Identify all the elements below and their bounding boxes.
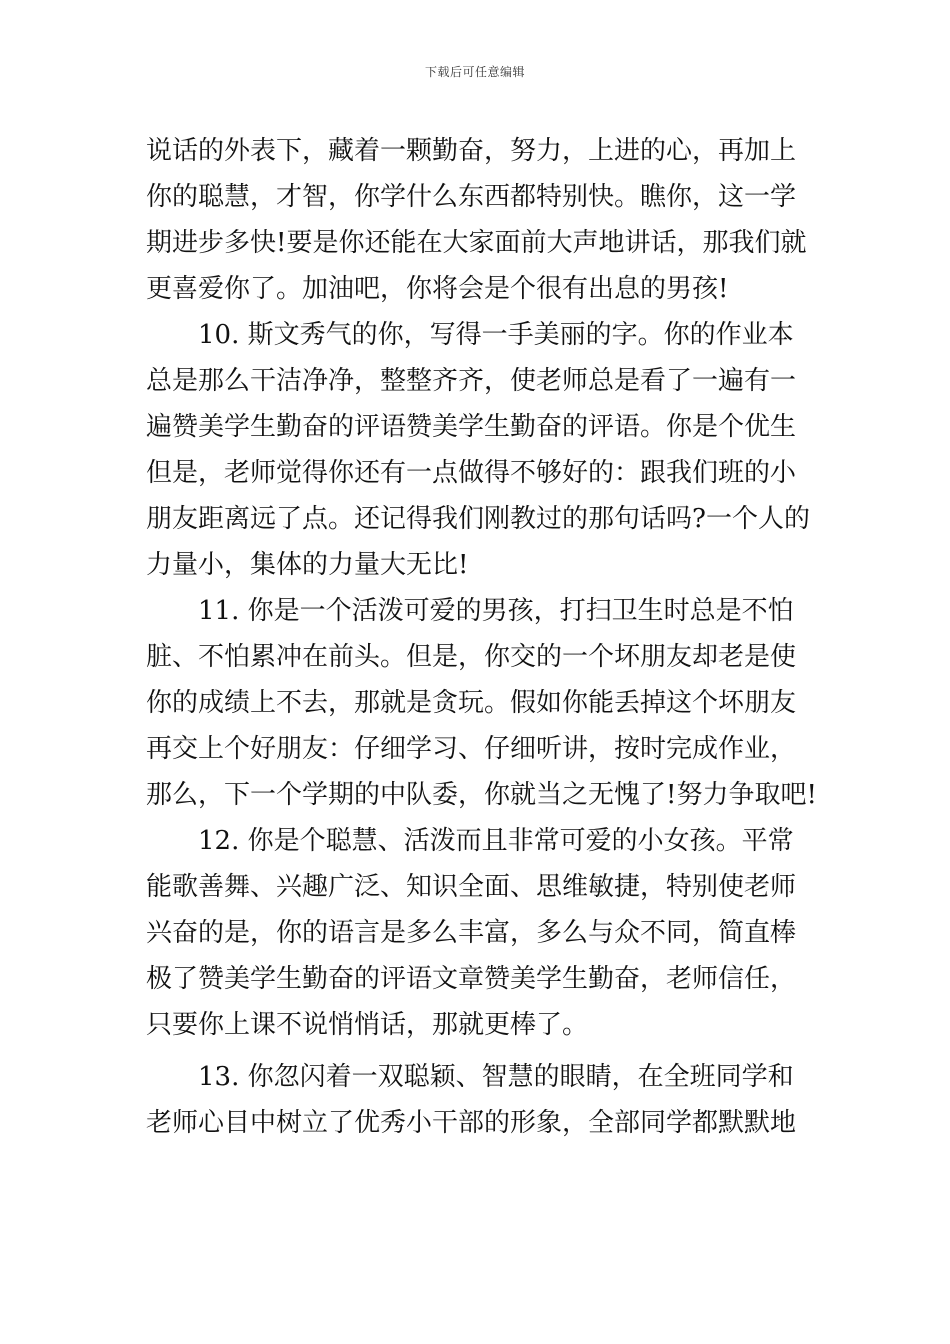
text-line: 朋友距离远了点。还记得我们刚教过的那句话吗?一个人的: [146, 504, 810, 534]
paragraph-10: [146, 312, 810, 588]
text-line: 只要你上课不说悄悄话，那就更棒了。: [146, 1010, 589, 1040]
text-line: 力量小，集体的力量大无比!: [146, 550, 469, 580]
paragraph: [146, 128, 810, 312]
text-line: 老师心目中树立了优秀小干部的形象，全部同学都默默地: [146, 1108, 797, 1138]
text-line: 更喜爱你了。加油吧，你将会是个很有出息的男孩!: [146, 274, 729, 304]
text-line: 说话的外表下，藏着一颗勤奋，努力，上进的心，再加上: [146, 136, 797, 166]
paragraph-11: [146, 588, 817, 818]
text-line: 期进步多快!要是你还能在大家面前大声地讲话，那我们就: [146, 228, 807, 258]
text-line: 遍赞美学生勤奋的评语赞美学生勤奋的评语。你是个优生: [146, 412, 797, 442]
text-line: 那么，下一个学期的中队委，你就当之无愧了!努力争取吧!: [146, 780, 817, 810]
text-line: 13. 你忽闪着一双聪颖、智慧的眼睛，在全班同学和: [198, 1062, 794, 1092]
text-line: 你的聪慧，才智，你学什么东西都特别快。瞧你，这一学: [146, 182, 797, 212]
text-line: 你的成绩上不去，那就是贪玩。假如你能丢掉这个坏朋友: [146, 688, 797, 718]
document-body: [146, 128, 817, 1146]
page-header: 下载后可任意编辑: [424, 65, 525, 79]
text-line: 能歌善舞、兴趣广泛、知识全面、思维敏捷，特别使老师: [146, 872, 797, 902]
text-line: 极了赞美学生勤奋的评语文章赞美学生勤奋，老师信任，: [146, 964, 797, 994]
paragraph-13: [146, 1054, 810, 1146]
text-line: 再交上个好朋友：仔细学习、仔细听讲，按时完成作业，: [146, 734, 797, 764]
text-line: 10. 斯文秀气的你，写得一手美丽的字。你的作业本: [198, 320, 794, 350]
text-line: 11. 你是一个活泼可爱的男孩，打扫卫生时总是不怕: [198, 596, 794, 626]
text-line: 总是那么干洁净净，整整齐齐，使老师总是看了一遍有一: [146, 366, 797, 396]
text-line: 但是，老师觉得你还有一点做得不够好的：跟我们班的小: [146, 458, 797, 488]
text-line: 兴奋的是，你的语言是多么丰富，多么与众不同，简直棒: [146, 918, 797, 948]
paragraph-12: [146, 818, 810, 1048]
text-line: 脏、不怕累冲在前头。但是，你交的一个坏朋友却老是使: [146, 642, 797, 672]
text-line: 12. 你是个聪慧、活泼而且非常可爱的小女孩。平常: [198, 826, 794, 856]
